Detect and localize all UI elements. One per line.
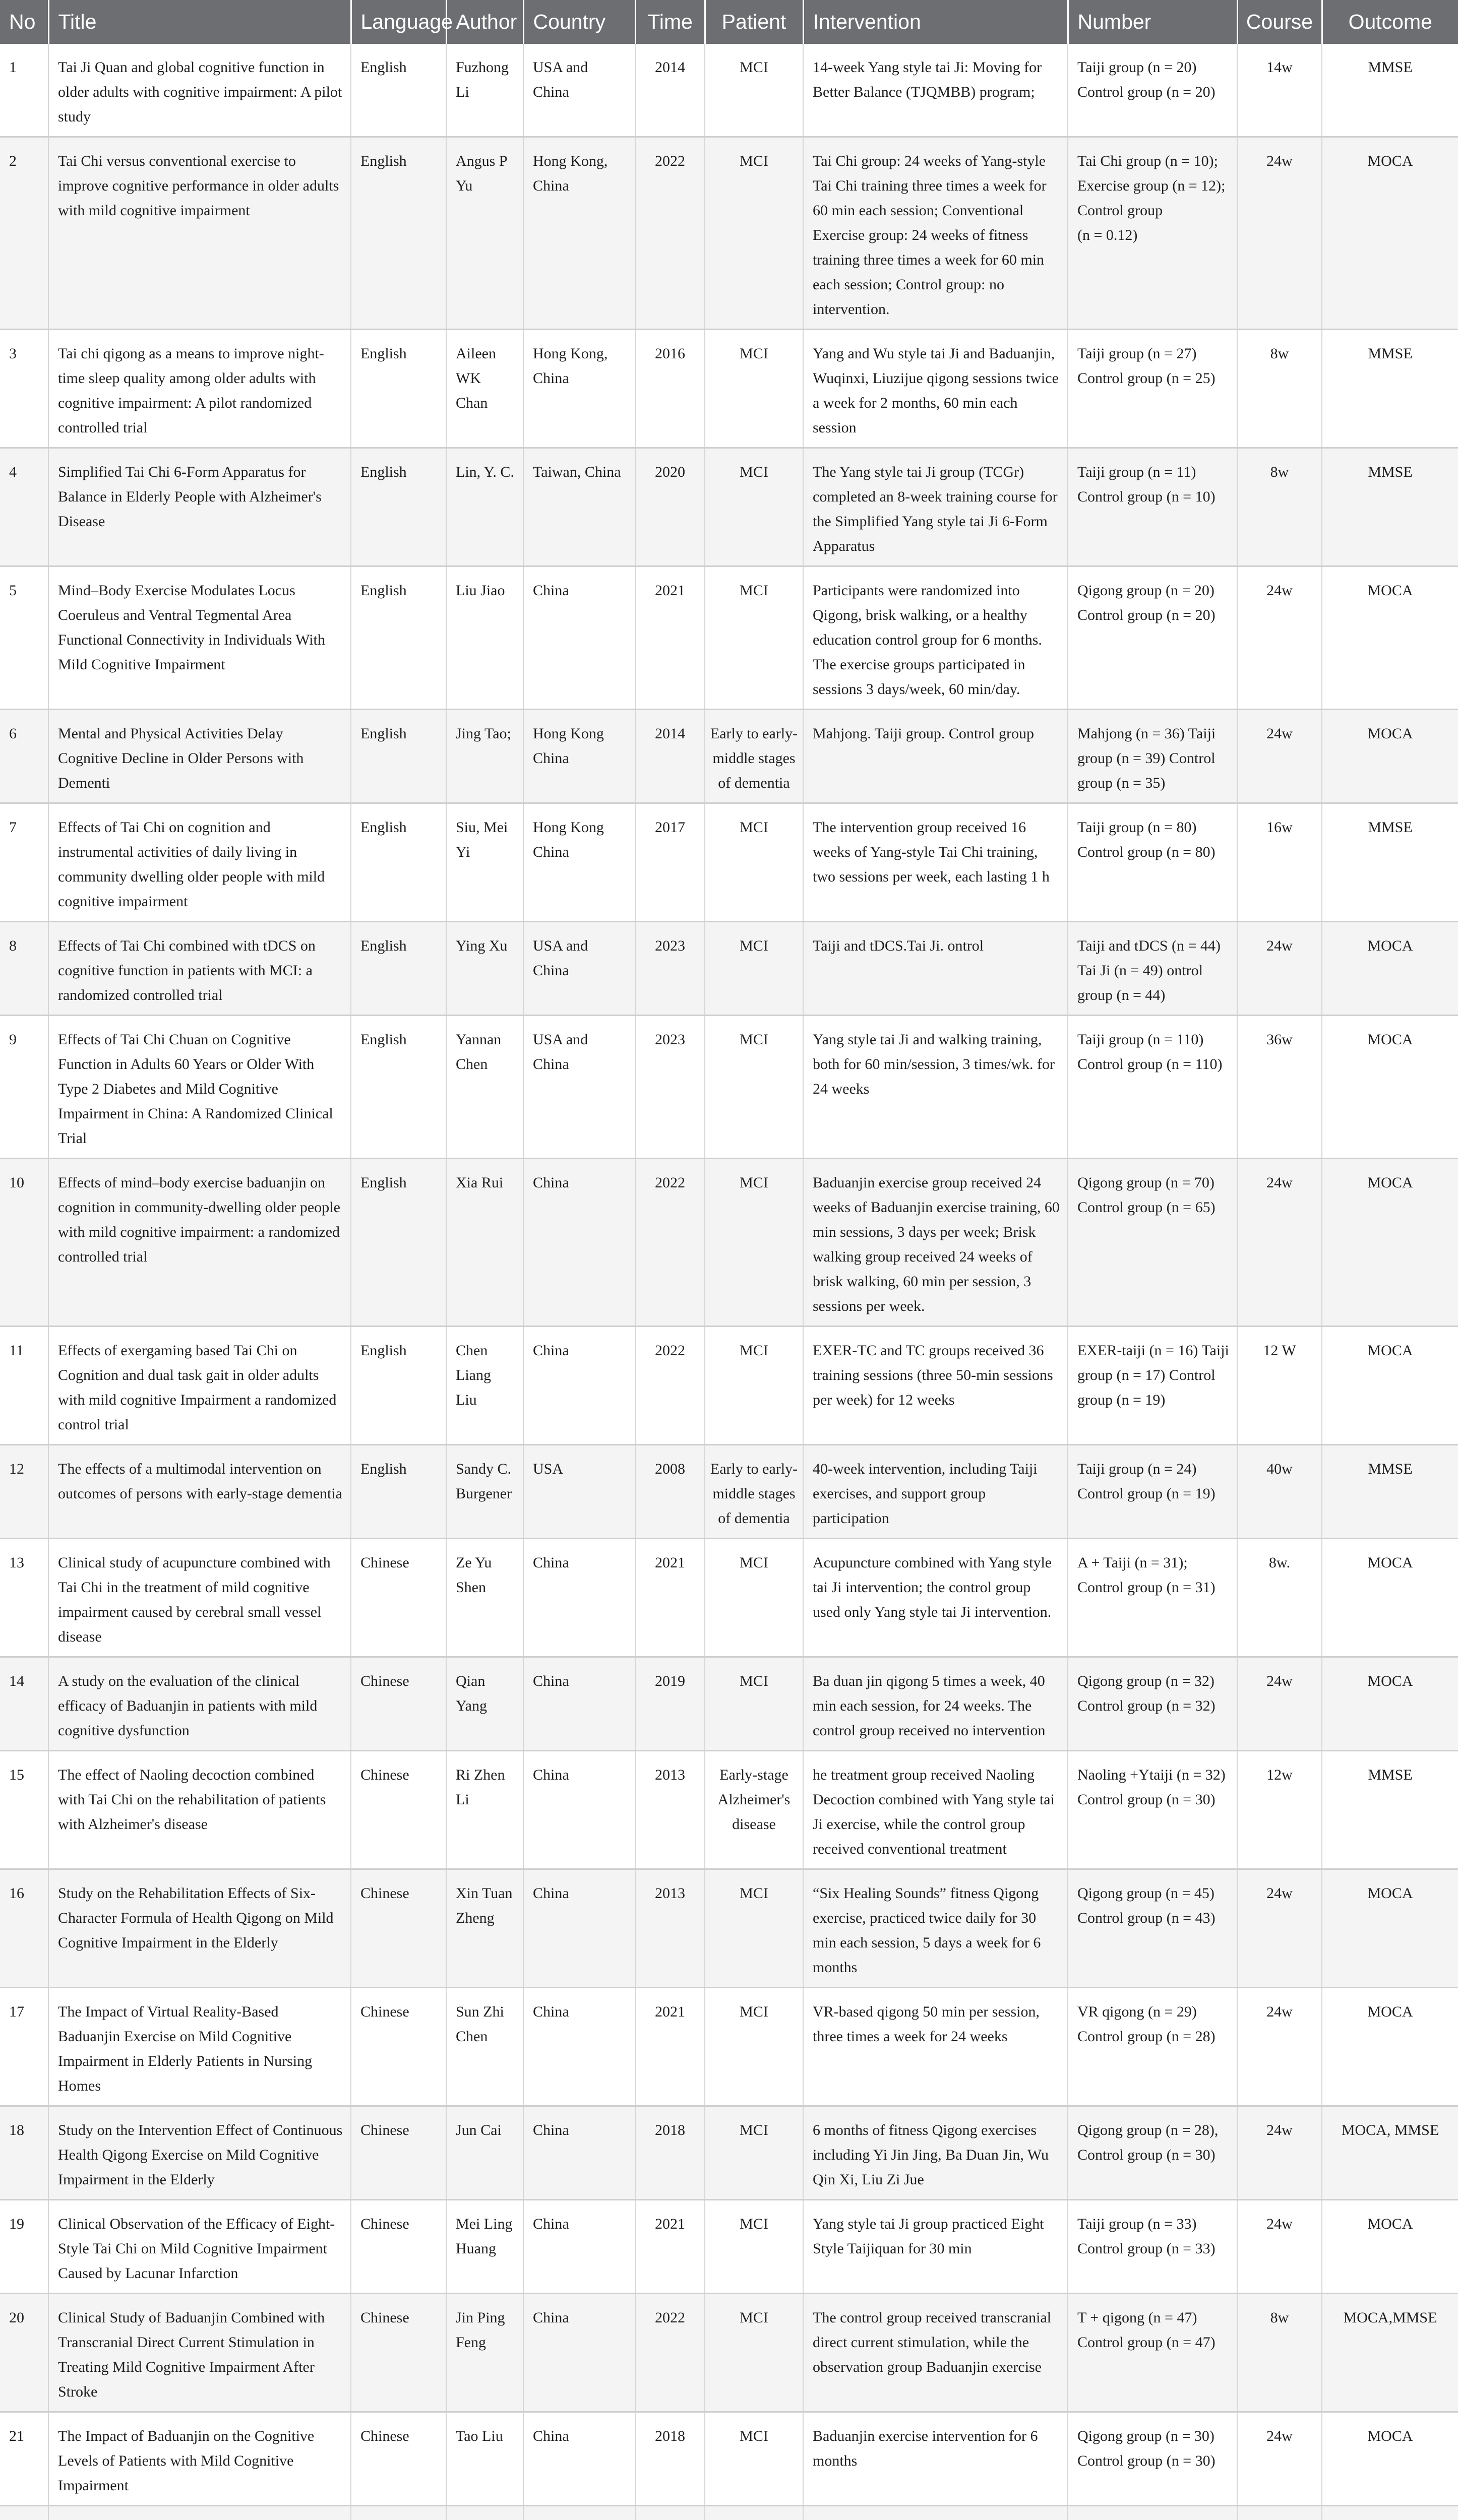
cell-time: 2020 [635,448,705,566]
cell-title: Effects of mind–body exercise baduanjin on cognition in community-dwelling older people with mild cognitive impairment: a randomized controlled trial [48,1159,351,1327]
cell-title: Study on the Rehabilitation Effects of Six-Character Formula of Health Qigong on Mild Cognitive Impairment in the Elderly [48,1869,351,1988]
header-patient: Patient [705,0,803,44]
cell-no: 17 [0,1988,48,2106]
cell-number: EXER-taiji (n = 16) Taiji group (n = 17) Control group (n = 19) [1068,1327,1237,1445]
cell-course: 24w [1237,2106,1322,2200]
cell-intervention: Tai Chi group: 24 weeks of Yang-style Tai Chi training three times a week for 60 min each session; Conventional Exercise group: 24 weeks of fitness training three times a week for 60 min each session; Control group: no intervention. [803,137,1068,330]
cell-author: Siu, Mei Yi [446,803,523,922]
cell-course: 36w [1237,1016,1322,1159]
table-row [0,1539,1458,1657]
cell-intervention: Ba duan jin qigong 5 times a week, 40 min each session, for 24 weeks. The control group received no intervention [803,1657,1068,1751]
cell-patient: Early to early-middle stages of dementia [705,1445,803,1539]
cell-course: 24w [1237,922,1322,1016]
cell-country: China [523,2294,635,2412]
cell-patient: MCI [705,137,803,330]
cell-course [1237,2506,1322,2520]
cell-time [635,2506,705,2520]
cell-no: 13 [0,1539,48,1657]
cell-title: Clinical Observation of the Efficacy of Eight-Style Tai Chi on Mild Cognitive Impairment Caused by Lacunar Infarction [48,2200,351,2294]
cell-country: China [523,1539,635,1657]
cell-intervention: VR-based qigong 50 min per session, three times a week for 24 weeks [803,1988,1068,2106]
header-title: Title [48,0,351,44]
table-header [0,0,1458,44]
cell-author: Jing Tao; [446,710,523,803]
cell-language: Chinese [351,1751,446,1869]
cell-language: Chinese [351,2294,446,2412]
cell-time: 2021 [635,566,705,710]
cell-language: English [351,137,446,330]
header-outcome: Outcome [1322,0,1458,44]
cell-no: 6 [0,710,48,803]
cell-no: 12 [0,1445,48,1539]
cell-course: 24w [1237,1657,1322,1751]
cell-no: 11 [0,1327,48,1445]
cell-language: English [351,566,446,710]
cell-intervention: he treatment group received Naoling Decoction combined with Yang style tai Ji exercise, while the control group received conventional treatment [803,1751,1068,1869]
cell-language: English [351,448,446,566]
cell-author: Liu Jiao [446,566,523,710]
cell-country: USA and China [523,922,635,1016]
cell-time: 2022 [635,1159,705,1327]
cell-intervention: Participants were randomized into Qigong, brisk walking, or a healthy education control group for 6 months. The exercise groups participated in sessions 3 days/week, 60 min/day. [803,566,1068,710]
cell-patient: MCI [705,1539,803,1657]
table-row [0,1445,1458,1539]
cell-author: Fuzhong Li [446,44,523,137]
cell-intervention [803,2506,1068,2520]
cell-intervention: Yang style tai Ji group practiced Eight Style Taijiquan for 30 min [803,2200,1068,2294]
cell-time: 2014 [635,44,705,137]
cell-title: A study on the evaluation of the clinical efficacy of Baduanjin in patients with mild cognitive dysfunction [48,1657,351,1751]
cell-patient: MCI [705,2412,803,2506]
cell-country: China [523,1159,635,1327]
cell-country: USA and China [523,1016,635,1159]
cell-no: 15 [0,1751,48,1869]
cell-author: Sandy C. Burgener [446,1445,523,1539]
table-row [0,330,1458,448]
cell-author [446,2506,523,2520]
table-row [0,1016,1458,1159]
cell-intervention: The Yang style tai Ji group (TCGr) completed an 8-week training course for the Simplified Yang style tai Ji 6-Form Apparatus [803,448,1068,566]
cell-language: English [351,1327,446,1445]
cell-time: 2022 [635,137,705,330]
cell-outcome: MOCA [1322,922,1458,1016]
cell-no [0,2506,48,2520]
table-row [0,1869,1458,1988]
cell-title: Mind–Body Exercise Modulates Locus Coeruleus and Ventral Tegmental Area Functional Connectivity in Individuals With Mild Cognitive Impairment [48,566,351,710]
cell-author: Chen Liang Liu [446,1327,523,1445]
cell-patient: MCI [705,566,803,710]
cell-patient: MCI [705,1869,803,1988]
cell-no: 10 [0,1159,48,1327]
cell-patient: MCI [705,2106,803,2200]
cell-no: 7 [0,803,48,922]
cell-time: 2021 [635,1539,705,1657]
table-row [0,2412,1458,2506]
header-number: Number [1068,0,1237,44]
cell-number: Taiji group (n = 33) Control group (n = 33) [1068,2200,1237,2294]
cell-number: T + qigong (n = 47) Control group (n = 47) [1068,2294,1237,2412]
cell-outcome: MMSE [1322,44,1458,137]
cell-language: Chinese [351,2106,446,2200]
cell-outcome: MOCA [1322,1657,1458,1751]
table-row [0,1657,1458,1751]
cell-outcome: MOCA [1322,137,1458,330]
header-country: Country [523,0,635,44]
cell-time: 2022 [635,1327,705,1445]
cell-no: 14 [0,1657,48,1751]
cell-language: Chinese [351,1869,446,1988]
table-row [0,710,1458,803]
cell-outcome: MOCA [1322,2412,1458,2506]
cell-title: Effects of Tai Chi on cognition and instrumental activities of daily living in community dwelling older people with mild cognitive impairment [48,803,351,922]
table-row [0,137,1458,330]
table-row [0,2106,1458,2200]
cell-country: China [523,1657,635,1751]
cell-intervention: Mahjong. Taiji group. Control group [803,710,1068,803]
cell-language: English [351,1159,446,1327]
cell-no: 18 [0,2106,48,2200]
cell-language: English [351,710,446,803]
cell-time: 2023 [635,1016,705,1159]
cell-intervention: 14-week Yang style tai Ji: Moving for Better Balance (TJQMBB) program; [803,44,1068,137]
cell-title: Tai Ji Quan and global cognitive function in older adults with cognitive impairment: A pilot study [48,44,351,137]
header-intervention: Intervention [803,0,1068,44]
cell-title: Tai Chi versus conventional exercise to improve cognitive performance in older adults with mild cognitive impairment [48,137,351,330]
cell-country [523,2506,635,2520]
cell-outcome: MOCA,MMSE [1322,2294,1458,2412]
header-language: Language [351,0,446,44]
cell-number: Taiji group (n = 24) Control group (n = 19) [1068,1445,1237,1539]
cell-number: VR qigong (n = 29) Control group (n = 28) [1068,1988,1237,2106]
cell-number [1068,2506,1237,2520]
cell-intervention: 6 months of fitness Qigong exercises including Yi Jin Jing, Ba Duan Jin, Wu Qin Xi, Liu Zi Jue [803,2106,1068,2200]
cell-author: Aileen WK Chan [446,330,523,448]
table-row [0,448,1458,566]
table-body [0,44,1458,2520]
cell-author: Sun Zhi Chen [446,1988,523,2106]
cell-country: China [523,2412,635,2506]
cell-patient [705,2506,803,2520]
cell-time: 2023 [635,922,705,1016]
cell-course: 24w [1237,1869,1322,1988]
cell-course: 24w [1237,710,1322,803]
cell-no: 19 [0,2200,48,2294]
cell-patient: MCI [705,803,803,922]
cell-outcome: MOCA [1322,2200,1458,2294]
cell-course: 24w [1237,137,1322,330]
cell-country: Hong Kong China [523,803,635,922]
cell-author: Mei Ling Huang [446,2200,523,2294]
cell-no: 16 [0,1869,48,1988]
cell-title: Study on the Intervention Effect of Continuous Health Qigong Exercise on Mild Cognitive Impairment in the Elderly [48,2106,351,2200]
cell-outcome: MOCA [1322,1016,1458,1159]
cell-course: 8w [1237,2294,1322,2412]
cell-no: 8 [0,922,48,1016]
cell-country: Taiwan, China [523,448,635,566]
table-row [0,2200,1458,2294]
cell-number: A + Taiji (n = 31); Control group (n = 31) [1068,1539,1237,1657]
cell-language: Chinese [351,1988,446,2106]
cell-patient: Early-stage Alzheimer's disease [705,1751,803,1869]
cell-time: 2014 [635,710,705,803]
cell-language: English [351,803,446,922]
cell-intervention: The control group received transcranial direct current stimulation, while the observation group Baduanjin exercise [803,2294,1068,2412]
cell-intervention: Acupuncture combined with Yang style tai Ji intervention; the control group used only Yang style tai Ji intervention. [803,1539,1068,1657]
cell-country: China [523,1988,635,2106]
cell-outcome: MMSE [1322,448,1458,566]
cell-time: 2016 [635,330,705,448]
cell-outcome [1322,2506,1458,2520]
cell-author: Xin Tuan Zheng [446,1869,523,1988]
cell-no: 3 [0,330,48,448]
cell-title: The Impact of Virtual Reality-Based Baduanjin Exercise on Mild Cognitive Impairment in Elderly Patients in Nursing Homes [48,1988,351,2106]
cell-intervention: EXER-TC and TC groups received 36 training sessions (three 50-min sessions per week) for 12 weeks [803,1327,1068,1445]
cell-language: English [351,330,446,448]
cell-author: Ze Yu Shen [446,1539,523,1657]
table-row [0,2506,1458,2520]
cell-language: Chinese [351,2200,446,2294]
cell-time: 2017 [635,803,705,922]
cell-patient: MCI [705,1327,803,1445]
table-row [0,1988,1458,2106]
cell-number: Qigong group (n = 30) Control group (n = 30) [1068,2412,1237,2506]
cell-no: 1 [0,44,48,137]
cell-title: The effects of a multimodal intervention on outcomes of persons with early-stage dementia [48,1445,351,1539]
cell-course: 8w [1237,448,1322,566]
cell-outcome: MMSE [1322,1751,1458,1869]
cell-course: 24w [1237,566,1322,710]
cell-author: Qian Yang [446,1657,523,1751]
cell-title: The effect of Naoling decoction combined with Tai Chi on the rehabilitation of patients with Alzheimer's disease [48,1751,351,1869]
cell-author: Yannan Chen [446,1016,523,1159]
cell-patient: MCI [705,922,803,1016]
cell-author: Ying Xu [446,922,523,1016]
cell-number: Qigong group (n = 20) Control group (n = 20) [1068,566,1237,710]
cell-title: The Impact of Baduanjin on the Cognitive Levels of Patients with Mild Cognitive Impairment [48,2412,351,2506]
cell-course: 14w [1237,44,1322,137]
cell-course: 8w [1237,330,1322,448]
cell-outcome: MOCA [1322,1539,1458,1657]
cell-number: Taiji group (n = 110) Control group (n = 110) [1068,1016,1237,1159]
cell-intervention: “Six Healing Sounds” fitness Qigong exercise, practiced twice daily for 30 min each session, 5 days a week for 6 months [803,1869,1068,1988]
cell-country: Hong Kong, China [523,330,635,448]
header-row [0,0,1458,44]
cell-outcome: MMSE [1322,330,1458,448]
cell-intervention: The intervention group received 16 weeks of Yang-style Tai Chi training, two sessions per week, each lasting 1 h [803,803,1068,922]
cell-no: 2 [0,137,48,330]
cell-time: 2021 [635,1988,705,2106]
cell-country: China [523,1869,635,1988]
cell-intervention: Yang and Wu style tai Ji and Baduanjin, Wuqinxi, Liuzijue qigong sessions twice a week for 2 months, 60 min each session [803,330,1068,448]
cell-number: Taiji group (n = 80) Control group (n = 80) [1068,803,1237,922]
cell-author: Xia Rui [446,1159,523,1327]
table-row [0,803,1458,922]
cell-outcome: MOCA, MMSE [1322,2106,1458,2200]
cell-country: USA and China [523,44,635,137]
cell-language [351,2506,446,2520]
cell-outcome: MOCA [1322,1159,1458,1327]
cell-language: English [351,1016,446,1159]
table-row [0,2294,1458,2412]
cell-author: Jun Cai [446,2106,523,2200]
cell-number: Qigong group (n = 32) Control group (n = 32) [1068,1657,1237,1751]
cell-no: 9 [0,1016,48,1159]
cell-language: English [351,922,446,1016]
cell-country: Hong Kong, China [523,137,635,330]
cell-country: China [523,2106,635,2200]
cell-language: Chinese [351,2412,446,2506]
cell-time: 2013 [635,1751,705,1869]
cell-no: 20 [0,2294,48,2412]
table-row [0,566,1458,710]
cell-author: Angus P Yu [446,137,523,330]
cell-course: 24w [1237,1988,1322,2106]
cell-patient: MCI [705,2200,803,2294]
cell-number: Mahjong (n = 36) Taiji group (n = 39) Control group (n = 35) [1068,710,1237,803]
cell-course: 12 W [1237,1327,1322,1445]
header-no: No [0,0,48,44]
cell-time: 2018 [635,2412,705,2506]
cell-outcome: MOCA [1322,710,1458,803]
cell-patient: MCI [705,1016,803,1159]
cell-number: Qigong group (n = 45) Control group (n = 43) [1068,1869,1237,1988]
cell-country: China [523,1751,635,1869]
cell-country: Hong Kong China [523,710,635,803]
cell-course: 40w [1237,1445,1322,1539]
cell-course: 8w. [1237,1539,1322,1657]
cell-number: Qigong group (n = 70) Control group (n = 65) [1068,1159,1237,1327]
cell-language: English [351,44,446,137]
cell-outcome: MOCA [1322,1327,1458,1445]
cell-country: USA [523,1445,635,1539]
cell-patient: MCI [705,1988,803,2106]
cell-title: Effects of Tai Chi Chuan on Cognitive Function in Adults 60 Years or Older With Type 2 Diabetes and Mild Cognitive Impairment in China: A Randomized Clinical Trial [48,1016,351,1159]
table-row [0,1751,1458,1869]
cell-course: 24w [1237,2200,1322,2294]
cell-outcome: MOCA [1322,1869,1458,1988]
cell-no: 5 [0,566,48,710]
cell-intervention: Taiji and tDCS.Tai Ji. ontrol [803,922,1068,1016]
cell-patient: MCI [705,44,803,137]
cell-time: 2018 [635,2106,705,2200]
cell-intervention: Baduanjin exercise group received 24 weeks of Baduanjin exercise training, 60 min sessions, 3 days per week; Brisk walking group received 24 weeks of brisk walking, 60 min per session, 3 sessions per week. [803,1159,1068,1327]
cell-outcome: MOCA [1322,566,1458,710]
cell-time: 2013 [635,1869,705,1988]
cell-title: Effects of Tai Chi combined with tDCS on cognitive function in patients with MCI: a randomized controlled trial [48,922,351,1016]
cell-title: Clinical study of acupuncture combined with Tai Chi in the treatment of mild cognitive impairment caused by cerebral small vessel disease [48,1539,351,1657]
cell-number: Taiji and tDCS (n = 44) Tai Ji (n = 49) ontrol group (n = 44) [1068,922,1237,1016]
cell-patient: MCI [705,1159,803,1327]
cell-no: 4 [0,448,48,566]
cell-patient: MCI [705,330,803,448]
cell-outcome: MMSE [1322,803,1458,922]
cell-country: China [523,2200,635,2294]
cell-language: Chinese [351,1657,446,1751]
cell-time: 2022 [635,2294,705,2412]
cell-author: Lin, Y. C. [446,448,523,566]
cell-author: Ri Zhen Li [446,1751,523,1869]
cell-title: Simplified Tai Chi 6-Form Apparatus for Balance in Elderly People with Alzheimer's Disease [48,448,351,566]
cell-language: English [351,1445,446,1539]
cell-time: 2021 [635,2200,705,2294]
cell-number: Tai Chi group (n = 10); Exercise group (n = 12); Control group (n = 0.12) [1068,137,1237,330]
cell-author: Jin Ping Feng [446,2294,523,2412]
cell-outcome: MMSE [1322,1445,1458,1539]
cell-time: 2019 [635,1657,705,1751]
cell-number: Qigong group (n = 28), Control group (n = 30) [1068,2106,1237,2200]
header-course: Course [1237,0,1322,44]
cell-no: 21 [0,2412,48,2506]
cell-number: Naoling +Ytaiji (n = 32) Control group (n = 30) [1068,1751,1237,1869]
cell-course: 24w [1237,2412,1322,2506]
table-row [0,1159,1458,1327]
table-row [0,922,1458,1016]
cell-course: 16w [1237,803,1322,922]
cell-intervention: 40-week intervention, including Taiji exercises, and support group participation [803,1445,1068,1539]
table-row [0,44,1458,137]
cell-country: China [523,566,635,710]
cell-outcome: MOCA [1322,1988,1458,2106]
cell-title: Clinical Study of Baduanjin Combined with Transcranial Direct Current Stimulation in Treating Mild Cognitive Impairment After Stroke [48,2294,351,2412]
cell-title: Effects of exergaming based Tai Chi on Cognition and dual task gait in older adults with mild cognitive Impairment a randomized control trial [48,1327,351,1445]
table-row [0,1327,1458,1445]
cell-intervention: Baduanjin exercise intervention for 6 months [803,2412,1068,2506]
cell-patient: MCI [705,1657,803,1751]
cell-patient: Early to early-middle stages of dementia [705,710,803,803]
cell-intervention: Yang style tai Ji and walking training, both for 60 min/session, 3 times/wk. for 24 weeks [803,1016,1068,1159]
cell-title [48,2506,351,2520]
header-author: Author [446,0,523,44]
header-time: Time [635,0,705,44]
cell-patient: MCI [705,448,803,566]
cell-language: Chinese [351,1539,446,1657]
cell-number: Taiji group (n = 20) Control group (n = 20) [1068,44,1237,137]
cell-course: 24w [1237,1159,1322,1327]
cell-number: Taiji group (n = 11) Control group (n = 10) [1068,448,1237,566]
cell-time: 2008 [635,1445,705,1539]
cell-title: Tai chi qigong as a means to improve night-time sleep quality among older adults with cognitive impairment: A pilot randomized controlled trial [48,330,351,448]
cell-course: 12w [1237,1751,1322,1869]
cell-title: Mental and Physical Activities Delay Cognitive Decline in Older Persons with Dementi [48,710,351,803]
cell-number: Taiji group (n = 27) Control group (n = 25) [1068,330,1237,448]
cell-patient: MCI [705,2294,803,2412]
cell-author: Tao Liu [446,2412,523,2506]
cell-country: China [523,1327,635,1445]
